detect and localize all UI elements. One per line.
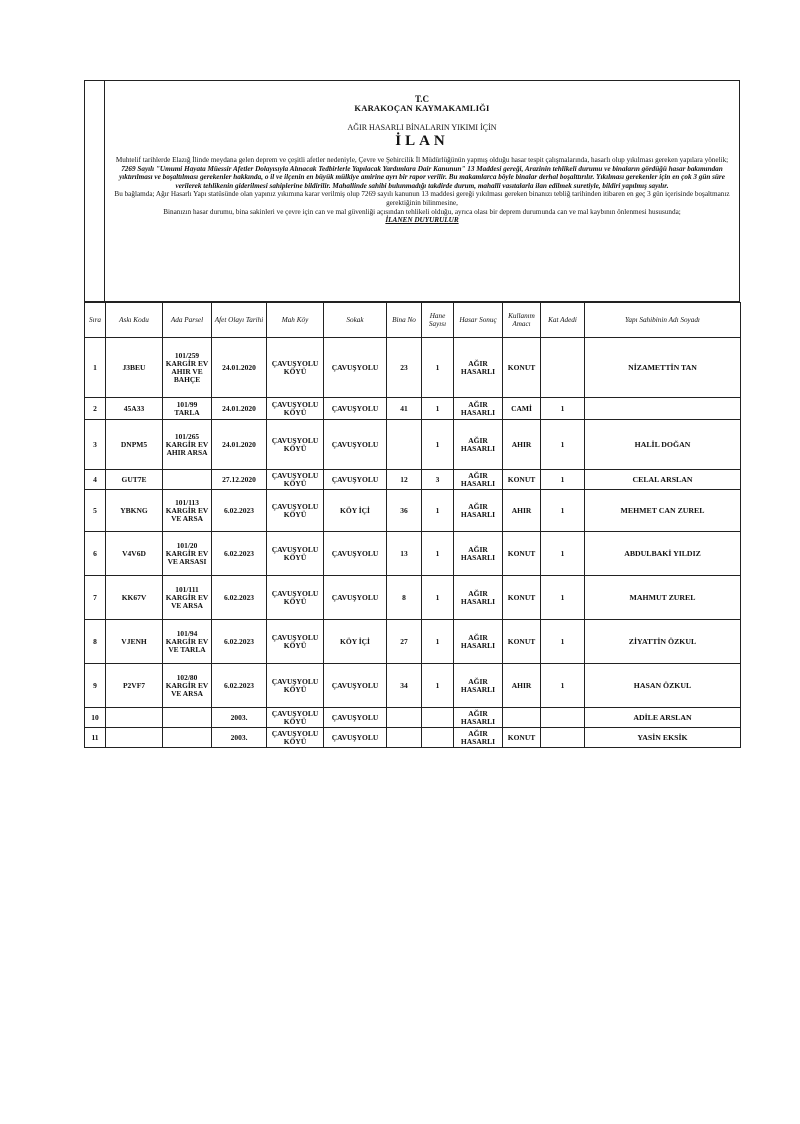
cell-sira: 3 <box>85 420 106 470</box>
cell-ada-parsel <box>163 708 212 728</box>
cell-bina-no <box>387 420 422 470</box>
body-paragraph-3: Bu bağlamda; Ağır Hasarlı Yapı statüsünde olan yapınız yıkımına karar verilmiş olup 7269 sayılı kanunun 13 maddesi gereği yıkılması gereken binanızı tebliğ tarihinden itibaren en geç 3 gün içerisinde boşaltmanız gerektiğinin bilinmesine, <box>114 190 730 207</box>
cell-afet-tarihi: 24.01.2020 <box>212 420 267 470</box>
column-header-hane-sayisi: Hane Sayısı <box>422 303 454 338</box>
cell-sokak: ÇAVUŞYOLU <box>324 470 387 490</box>
table-row <box>85 664 741 708</box>
cell-afet-tarihi: 6.02.2023 <box>212 532 267 576</box>
cell-yapi-sahibi: HALİL DOĞAN <box>585 420 741 470</box>
cell-bina-no: 27 <box>387 620 422 664</box>
cell-yapi-sahibi: YASİN EKSİK <box>585 728 741 748</box>
table-row <box>85 532 741 576</box>
body-paragraph-4: Binanızın hasar durumu, bina sakinleri ve çevre için can ve mal güvenliği açısından tehlikeli olduğu, ayrıca olası bir deprem durumunda can ve mal kaybının önlenmesi hususunda; <box>163 207 681 216</box>
kaymakamlik-heading: KARAKOÇAN KAYMAKAMLIĞI <box>354 103 490 113</box>
cell-aski-kodu: DNPM5 <box>106 420 163 470</box>
cell-bina-no: 13 <box>387 532 422 576</box>
cell-kullanim-amaci: KONUT <box>503 728 541 748</box>
cell-aski-kodu: 45A33 <box>106 398 163 420</box>
cell-kullanim-amaci: KONUT <box>503 620 541 664</box>
cell-ada-parsel: 101/94 KARGİR EV VE TARLA <box>163 620 212 664</box>
cell-yapi-sahibi: ADİLE ARSLAN <box>585 708 741 728</box>
cell-mah-koy: ÇAVUŞYOLU KÖYÜ <box>267 398 324 420</box>
cell-hasar-sonuc: AĞIR HASARLI <box>454 398 503 420</box>
table-row <box>85 420 741 470</box>
closing-statement: İLANEN DUYURULUR <box>385 216 459 225</box>
cell-mah-koy: ÇAVUŞYOLU KÖYÜ <box>267 708 324 728</box>
cell-hane-sayisi: 1 <box>422 338 454 398</box>
cell-kat-adedi: 1 <box>541 532 585 576</box>
cell-hasar-sonuc: AĞIR HASARLI <box>454 708 503 728</box>
cell-sira: 11 <box>85 728 106 748</box>
cell-aski-kodu: V4V6D <box>106 532 163 576</box>
column-header-yapi-sahibi: Yapı Sahibinin Adı Soyadı <box>585 303 741 338</box>
cell-yapi-sahibi: MEHMET CAN ZUREL <box>585 490 741 532</box>
cell-aski-kodu: KK67V <box>106 576 163 620</box>
cell-hasar-sonuc: AĞIR HASARLI <box>454 420 503 470</box>
cell-aski-kodu <box>106 708 163 728</box>
cell-sira: 1 <box>85 338 106 398</box>
cell-kat-adedi: 1 <box>541 470 585 490</box>
cell-ada-parsel: 101/259 KARGİR EV AHIR VE BAHÇE <box>163 338 212 398</box>
cell-kat-adedi <box>541 338 585 398</box>
cell-aski-kodu: YBKNG <box>106 490 163 532</box>
cell-hane-sayisi: 1 <box>422 576 454 620</box>
cell-kat-adedi: 1 <box>541 490 585 532</box>
cell-bina-no: 41 <box>387 398 422 420</box>
cell-kat-adedi: 1 <box>541 620 585 664</box>
cell-sokak: KÖY İÇİ <box>324 620 387 664</box>
cell-hasar-sonuc: AĞIR HASARLI <box>454 664 503 708</box>
cell-hane-sayisi: 1 <box>422 420 454 470</box>
table-row <box>85 398 741 420</box>
body-paragraph-law: 7269 Sayılı "Umumi Hayata Müessir Afetler Dolayısıyla Alınacak Tedbirlerle Yapılacak Yardımlara Dair Kanunun" 13 Maddesi gereği, Arazinin tehlikeli durumu ve binaların gördüğü hasar bakımından yıktırılması ve boşaltılması gerekenler hakkında, o il ve ilçenin en büyük mülkiye amirine ayrı bir rapor verilir. Bu makamlarca böyle binalar derhal boşalttırılır. Yıkılması gerekenler için en çok 3 gün süre verilerek tehlikenin giderilmesi sahiplerine bildirilir. Mahallinde sahibi bulunmadığı takdirde durum, mahalli vasıtalarla ilan edilmek suretiyle, bildiri yapılmış sayılır. <box>119 164 725 190</box>
table-row <box>85 338 741 398</box>
cell-aski-kodu: P2VF7 <box>106 664 163 708</box>
cell-hane-sayisi: 1 <box>422 490 454 532</box>
cell-afet-tarihi: 6.02.2023 <box>212 620 267 664</box>
cell-hasar-sonuc: AĞIR HASARLI <box>454 576 503 620</box>
cell-mah-koy: ÇAVUŞYOLU KÖYÜ <box>267 420 324 470</box>
column-header-hasar-sonuc: Hasar Sonuç <box>454 303 503 338</box>
cell-ada-parsel: 101/113 KARGİR EV VE ARSA <box>163 490 212 532</box>
column-header-sira: Sıra <box>85 303 106 338</box>
cell-aski-kodu: GUT7E <box>106 470 163 490</box>
cell-hane-sayisi: 1 <box>422 620 454 664</box>
cell-mah-koy: ÇAVUŞYOLU KÖYÜ <box>267 532 324 576</box>
cell-ada-parsel: 101/111 KARGİR EV VE ARSA <box>163 576 212 620</box>
cell-sokak: ÇAVUŞYOLU <box>324 338 387 398</box>
cell-afet-tarihi: 6.02.2023 <box>212 664 267 708</box>
cell-bina-no: 23 <box>387 338 422 398</box>
cell-hane-sayisi <box>422 728 454 748</box>
cell-hasar-sonuc: AĞIR HASARLI <box>454 620 503 664</box>
column-header-kullanim-amaci: Kullanım Amacı <box>503 303 541 338</box>
cell-afet-tarihi: 2003. <box>212 728 267 748</box>
column-header-aski-kodu: Askı Kodu <box>106 303 163 338</box>
column-header-sokak: Sokak <box>324 303 387 338</box>
cell-kat-adedi: 1 <box>541 664 585 708</box>
cell-kat-adedi: 1 <box>541 398 585 420</box>
tc-heading: T.C <box>414 94 430 104</box>
table-row <box>85 728 741 748</box>
damaged-buildings-table <box>84 302 741 748</box>
cell-kullanim-amaci <box>503 708 541 728</box>
body-paragraph-1: Muhtelif tarihlerde Elazığ İlinde meydana gelen deprem ve çeşitli afetler nedeniyle, Çevre ve Şehircilik İl Müdürlüğünün yapmış olduğu hasar tespit çalışmalarında, hasarlı olup yıkılması gereken yapılara yönelik; <box>115 156 729 164</box>
table-body <box>85 338 741 748</box>
cell-mah-koy: ÇAVUŞYOLU KÖYÜ <box>267 620 324 664</box>
cell-afet-tarihi: 27.12.2020 <box>212 470 267 490</box>
cell-aski-kodu <box>106 728 163 748</box>
cell-sira: 2 <box>85 398 106 420</box>
damaged-buildings-table-wrap <box>84 302 740 748</box>
cell-yapi-sahibi: ABDULBAKİ YILDIZ <box>585 532 741 576</box>
cell-hasar-sonuc: AĞIR HASARLI <box>454 470 503 490</box>
cell-kullanim-amaci: KONUT <box>503 576 541 620</box>
cell-ada-parsel: 101/20 KARGİR EV VE ARSASI <box>163 532 212 576</box>
cell-hane-sayisi: 1 <box>422 664 454 708</box>
cell-kat-adedi <box>541 708 585 728</box>
cell-hasar-sonuc: AĞIR HASARLI <box>454 532 503 576</box>
cell-sira: 7 <box>85 576 106 620</box>
cell-kullanim-amaci: KONUT <box>503 532 541 576</box>
cell-bina-no <box>387 708 422 728</box>
cell-yapi-sahibi: NİZAMETTİN TAN <box>585 338 741 398</box>
cell-bina-no <box>387 728 422 748</box>
cell-bina-no: 12 <box>387 470 422 490</box>
cell-yapi-sahibi: CELAL ARSLAN <box>585 470 741 490</box>
announcement-body <box>112 156 732 225</box>
frame-margin-line <box>104 80 105 302</box>
cell-ada-parsel <box>163 728 212 748</box>
cell-sira: 10 <box>85 708 106 728</box>
cell-ada-parsel: 102/80 KARGİR EV VE ARSA <box>163 664 212 708</box>
cell-sokak: ÇAVUŞYOLU <box>324 728 387 748</box>
cell-sira: 5 <box>85 490 106 532</box>
cell-afet-tarihi: 24.01.2020 <box>212 398 267 420</box>
column-header-bina-no: Bina No <box>387 303 422 338</box>
column-header-afet-tarihi: Afet Olayı Tarihi <box>212 303 267 338</box>
cell-bina-no: 34 <box>387 664 422 708</box>
table-row <box>85 490 741 532</box>
cell-afet-tarihi: 6.02.2023 <box>212 490 267 532</box>
cell-sokak: ÇAVUŞYOLU <box>324 708 387 728</box>
cell-kullanim-amaci: KONUT <box>503 338 541 398</box>
cell-sira: 9 <box>85 664 106 708</box>
document-subtitle: AĞIR HASARLI BİNALARIN YIKIMI İÇİN <box>347 123 497 132</box>
cell-kullanim-amaci: AHIR <box>503 420 541 470</box>
cell-kat-adedi: 1 <box>541 576 585 620</box>
cell-aski-kodu: VJENH <box>106 620 163 664</box>
cell-mah-koy: ÇAVUŞYOLU KÖYÜ <box>267 470 324 490</box>
cell-sokak: KÖY İÇİ <box>324 490 387 532</box>
cell-yapi-sahibi <box>585 398 741 420</box>
cell-mah-koy: ÇAVUŞYOLU KÖYÜ <box>267 576 324 620</box>
cell-bina-no: 36 <box>387 490 422 532</box>
cell-sira: 6 <box>85 532 106 576</box>
cell-kullanim-amaci: AHIR <box>503 664 541 708</box>
cell-bina-no: 8 <box>387 576 422 620</box>
cell-hane-sayisi: 3 <box>422 470 454 490</box>
cell-ada-parsel: 101/265 KARGİR EV AHIR ARSA <box>163 420 212 470</box>
cell-hane-sayisi <box>422 708 454 728</box>
cell-aski-kodu: J3BEU <box>106 338 163 398</box>
cell-sokak: ÇAVUŞYOLU <box>324 576 387 620</box>
cell-mah-koy: ÇAVUŞYOLU KÖYÜ <box>267 728 324 748</box>
cell-kullanim-amaci: KONUT <box>503 470 541 490</box>
cell-sokak: ÇAVUŞYOLU <box>324 664 387 708</box>
cell-ada-parsel: 101/99 TARLA <box>163 398 212 420</box>
cell-afet-tarihi: 24.01.2020 <box>212 338 267 398</box>
cell-yapi-sahibi: HASAN ÖZKUL <box>585 664 741 708</box>
cell-mah-koy: ÇAVUŞYOLU KÖYÜ <box>267 338 324 398</box>
table-row <box>85 620 741 664</box>
cell-sira: 8 <box>85 620 106 664</box>
cell-sokak: ÇAVUŞYOLU <box>324 398 387 420</box>
cell-hane-sayisi: 1 <box>422 398 454 420</box>
cell-afet-tarihi: 2003. <box>212 708 267 728</box>
cell-afet-tarihi: 6.02.2023 <box>212 576 267 620</box>
cell-kullanim-amaci: AHIR <box>503 490 541 532</box>
cell-hane-sayisi: 1 <box>422 532 454 576</box>
cell-hasar-sonuc: AĞIR HASARLI <box>454 338 503 398</box>
cell-kat-adedi <box>541 728 585 748</box>
cell-ada-parsel <box>163 470 212 490</box>
table-header-row <box>85 303 741 338</box>
cell-kat-adedi: 1 <box>541 420 585 470</box>
cell-sokak: ÇAVUŞYOLU <box>324 532 387 576</box>
cell-yapi-sahibi: ZİYATTİN ÖZKUL <box>585 620 741 664</box>
column-header-kat-adedi: Kat Adedi <box>541 303 585 338</box>
cell-mah-koy: ÇAVUŞYOLU KÖYÜ <box>267 664 324 708</box>
column-header-ada-parsel: Ada Parsel <box>163 303 212 338</box>
table-row <box>85 470 741 490</box>
cell-yapi-sahibi: MAHMUT ZUREL <box>585 576 741 620</box>
ilan-title: İLAN <box>395 133 449 149</box>
column-header-mah-koy: Mah Köy <box>267 303 324 338</box>
table-row <box>85 708 741 728</box>
table-row <box>85 576 741 620</box>
cell-hasar-sonuc: AĞIR HASARLI <box>454 490 503 532</box>
cell-sokak: ÇAVUŞYOLU <box>324 420 387 470</box>
cell-mah-koy: ÇAVUŞYOLU KÖYÜ <box>267 490 324 532</box>
cell-hasar-sonuc: AĞIR HASARLI <box>454 728 503 748</box>
cell-kullanim-amaci: CAMİ <box>503 398 541 420</box>
cell-sira: 4 <box>85 470 106 490</box>
